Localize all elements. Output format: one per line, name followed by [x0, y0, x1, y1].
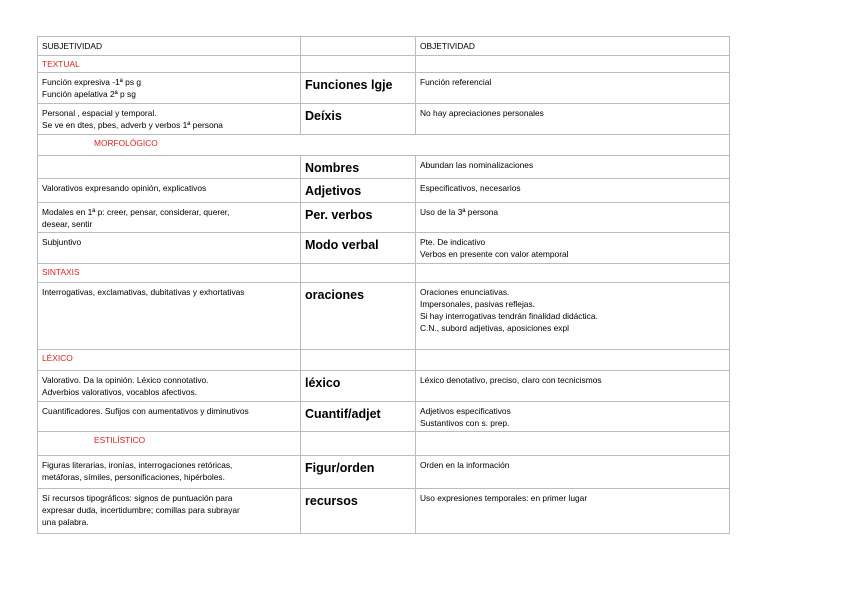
- category-cell: recursos: [301, 489, 416, 534]
- objetividad-cell-line: Impersonales, pasivas reflejas.: [420, 299, 535, 309]
- objetividad-cell-line: Verbos en presente con valor atemporal: [420, 249, 569, 259]
- subjetividad-cell-line: Personal , espacial y temporal.: [42, 108, 157, 118]
- objetividad-cell-line: C.N., subord adjetivas, aposiciones expl: [420, 323, 569, 333]
- section-empty-middle: [301, 432, 416, 456]
- category-cell: Cuantif/adjet: [301, 402, 416, 432]
- objetividad-cell-line: No hay apreciaciones personales: [420, 108, 544, 118]
- objetividad-cell: [416, 456, 730, 489]
- subjetividad-cell-line: Cuantificadores. Sufijos con aumentativos y diminutivos: [42, 406, 249, 416]
- header-row: [38, 37, 730, 56]
- subjetividad-cell-line: Figuras literarias, ironías, interrogaciones retóricas,: [42, 460, 233, 470]
- objetividad-cell: [416, 73, 730, 104]
- objetividad-cell: [416, 283, 730, 350]
- table-row: [38, 233, 730, 264]
- category-cell: Per. verbos: [301, 203, 416, 233]
- section-empty-right: [416, 56, 730, 73]
- subjetividad-cell-line: Se ve en dtes, pbes, adverb y verbos 1ª persona: [42, 120, 223, 130]
- subjetividad-cell-line: metáforas, símiles, personificaciones, hipérboles.: [42, 472, 225, 482]
- objetividad-cell-line: Léxico denotativo, preciso, claro con tecnicismos: [420, 375, 602, 385]
- subjetividad-cell: [38, 489, 301, 534]
- table-row: [38, 156, 730, 179]
- table-row: [38, 104, 730, 135]
- subjetividad-cell-line: Función expresiva -1ª ps g: [42, 77, 141, 87]
- objetividad-cell-line: Uso expresiones temporales: en primer lugar: [420, 493, 588, 503]
- objetividad-cell-line: Uso de la 3ª persona: [420, 207, 499, 217]
- subjetividad-cell: [38, 104, 301, 135]
- subjetividad-cell: [38, 456, 301, 489]
- header-middle: [301, 37, 416, 56]
- section-row: [38, 432, 730, 456]
- section-empty-right: [416, 264, 730, 283]
- category-cell: Modo verbal: [301, 233, 416, 264]
- section-label: ESTILÍSTICO: [94, 435, 146, 445]
- subjetividad-cell: [38, 179, 301, 203]
- table-row: [38, 456, 730, 489]
- objetividad-cell-line: Oraciones enunciativas.: [420, 287, 510, 297]
- section-cell: [38, 56, 301, 73]
- subjetividad-cell-line: expresar duda, incertidumbre; comillas para subrayar: [42, 505, 240, 515]
- section-cell: [38, 350, 301, 371]
- section-cell: [38, 135, 301, 156]
- objetividad-cell: [416, 104, 730, 135]
- section-empty-right: [416, 350, 730, 371]
- objetividad-cell-line: Abundan las nominalizaciones: [420, 160, 534, 170]
- objetividad-cell: [416, 203, 730, 233]
- table-row: [38, 203, 730, 233]
- subjetividad-cell-line: Valorativos expresando opinión, explicativos: [42, 183, 207, 193]
- category-cell: oraciones: [301, 283, 416, 350]
- section-empty-middle: [301, 350, 416, 371]
- objetividad-cell: [416, 402, 730, 432]
- header-subjetividad: SUBJETIVIDAD: [38, 37, 301, 56]
- section-empty-right: [416, 432, 730, 456]
- subjetividad-cell-line: Adverbios valorativos, vocablos afectivos.: [42, 387, 198, 397]
- subjetividad-cell-line: Valorativo. Da la opinión. Léxico connotativo.: [42, 375, 209, 385]
- section-label: LÉXICO: [42, 353, 73, 363]
- subjetividad-cell-line: desear, sentir: [42, 219, 93, 229]
- objetividad-cell: [416, 489, 730, 534]
- comparison-table: [37, 36, 730, 534]
- table-row: [38, 283, 730, 350]
- subjetividad-cell-line: una palabra.: [42, 517, 89, 527]
- category-cell: Figur/orden: [301, 456, 416, 489]
- subjetividad-cell: [38, 402, 301, 432]
- category-cell: Nombres: [301, 156, 416, 179]
- subjetividad-cell-line: Sí recursos tipográficos: signos de puntuación para: [42, 493, 233, 503]
- category-cell: Funciones lgje: [301, 73, 416, 104]
- subjetividad-cell-line: Modales en 1ª p: creer, pensar, considerar, querer,: [42, 207, 230, 217]
- table-row: [38, 402, 730, 432]
- subjetividad-cell: [38, 283, 301, 350]
- objetividad-cell: [416, 156, 730, 179]
- section-row: [38, 135, 730, 156]
- objetividad-cell: [416, 179, 730, 203]
- subjetividad-cell-line: Función apelativa 2ª p sg: [42, 89, 136, 99]
- section-row: [38, 350, 730, 371]
- objetividad-cell-line: Pte. De indicativo: [420, 237, 486, 247]
- table-row: [38, 489, 730, 534]
- section-cell: [38, 432, 301, 456]
- subjetividad-cell-line: Interrogativas, exclamativas, dubitativas y exhortativas: [42, 287, 245, 297]
- section-empty-right: [416, 135, 730, 156]
- section-empty-middle: [301, 264, 416, 283]
- objetividad-cell-line: Si hay interrogativas tendrán finalidad didáctica.: [420, 311, 598, 321]
- section-cell: [38, 264, 301, 283]
- section-row: [38, 264, 730, 283]
- subjetividad-cell: [38, 233, 301, 264]
- objetividad-cell-line: Sustantivos con s. prep.: [420, 418, 510, 428]
- objetividad-cell: [416, 371, 730, 402]
- category-cell: léxico: [301, 371, 416, 402]
- subjetividad-cell: [38, 371, 301, 402]
- category-cell: Deíxis: [301, 104, 416, 135]
- header-objetividad: OBJETIVIDAD: [416, 37, 730, 56]
- subjetividad-cell-line: Subjuntivo: [42, 237, 82, 247]
- category-cell: Adjetivos: [301, 179, 416, 203]
- subjetividad-cell: [38, 203, 301, 233]
- table-row: [38, 179, 730, 203]
- objetividad-cell: [416, 233, 730, 264]
- objetividad-cell-line: Orden en la información: [420, 460, 510, 470]
- section-label: TEXTUAL: [42, 59, 80, 69]
- section-label: SINTAXIS: [42, 267, 80, 277]
- section-empty-middle: [301, 56, 416, 73]
- table-row: [38, 73, 730, 104]
- section-empty-middle: [301, 135, 416, 156]
- subjetividad-cell: [38, 73, 301, 104]
- section-row: [38, 56, 730, 73]
- objetividad-cell-line: Especificativos, necesarios: [420, 183, 521, 193]
- section-label: MORFOLÓGICO: [94, 138, 158, 148]
- table-body: [38, 37, 730, 534]
- subjetividad-cell: [38, 156, 301, 179]
- table-row: [38, 371, 730, 402]
- objetividad-cell-line: Función referencial: [420, 77, 492, 87]
- objetividad-cell-line: Adjetivos especificativos: [420, 406, 511, 416]
